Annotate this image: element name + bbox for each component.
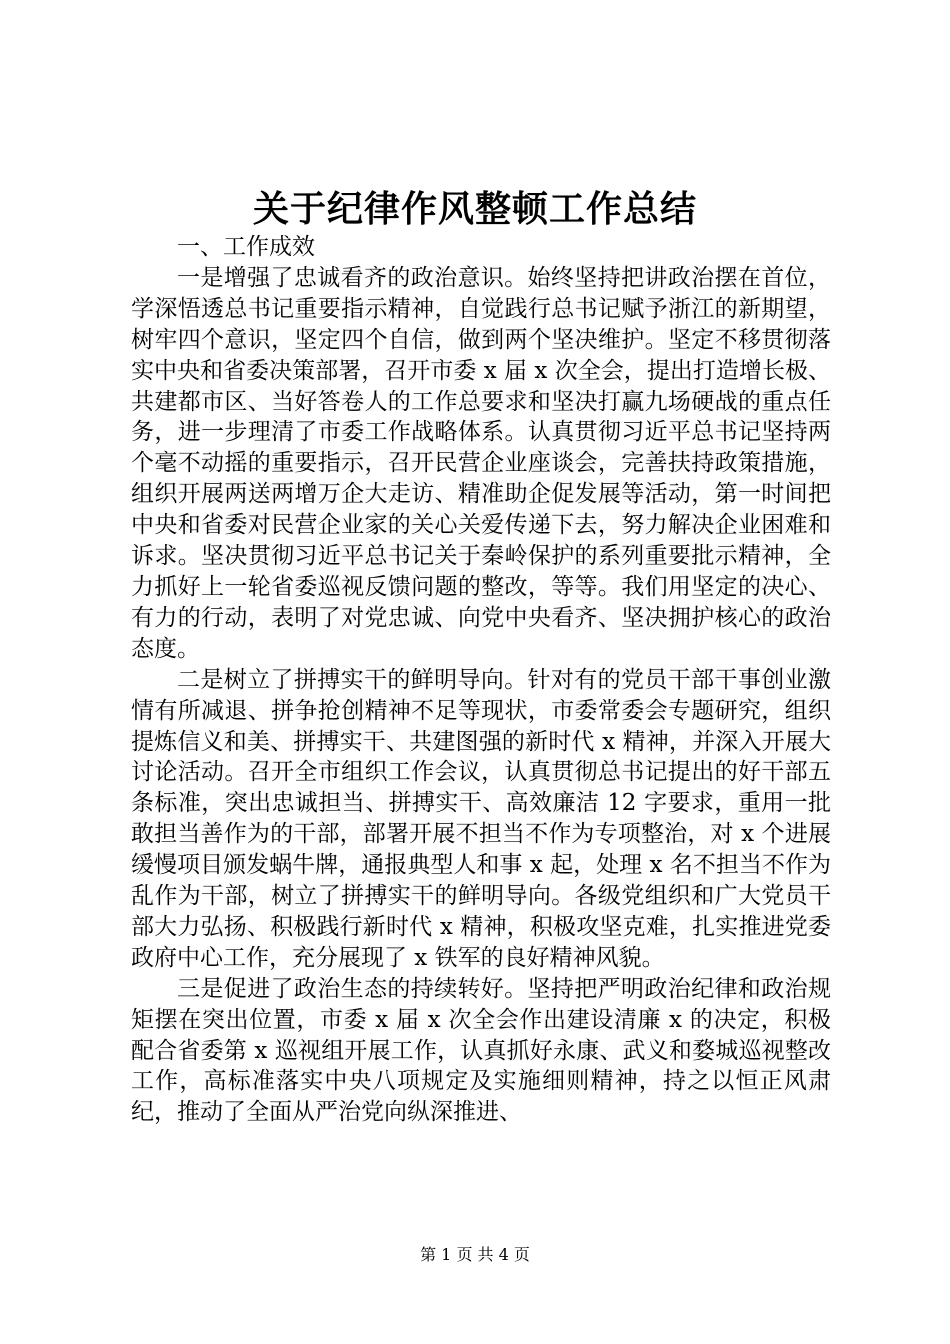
page-footer: 第 1 页 共 4 页 bbox=[420, 1245, 530, 1264]
paragraph-3: 三是促进了政治生态的持续转好。坚持把严明政治纪律和政治规矩摆在突出位置，市委 x 届 x 次全会作出建设清廉 x 的决定，积极配合省委第 x 巡视组开展工作，认真抓好永康、武义和婺城巡视整改工作，高标准落实中央八项规定及实施细则精神，持之以恒正风肃纪，推动了全面从严治党向纵深推进、 bbox=[131, 975, 831, 1126]
document-body bbox=[131, 232, 831, 1128]
paragraph-2: 二是树立了拼搏实干的鲜明导向。针对有的党员干部干事创业激情有所减退、拼争抢创精神不足等现状，市委常委会专题研究，组织提炼信义和美、拼搏实干、共建图强的新时代 x 精神，并深入开展大讨论活动。召开全市组织工作会议，认真贯彻总书记提出的好干部五条标准，突出忠诚担当、拼搏实干、高效廉洁 12 字要求，重用一批敢担当善作为的干部，部署开展不担当不作为专项整治，对 x 个进展缓慢项目颁发蜗牛牌，通报典型人和事 x 起，处理 x 名不担当不作为乱作为干部，树立了拼搏实干的鲜明导向。各级党组织和广大党员干部大力弘扬、积极践行新时代 x 精神，积极攻坚克难，扎实推进党委政府中心工作，充分展现了 x 铁军的良好精神风貌。 bbox=[131, 666, 831, 971]
section-heading: 一、工作成效 bbox=[177, 234, 315, 260]
document-title: 关于纪律作风整顿工作总结 bbox=[252, 188, 697, 230]
paragraph-1: 一是增强了忠诚看齐的政治意识。始终坚持把讲政治摆在首位，学深悟透总书记重要指示精神，自觉践行总书记赋予浙江的新期望，树牢四个意识，坚定四个自信，做到两个坚决维护。坚定不移贯彻落实中央和省委决策部署，召开市委 x 届 x 次全会，提出打造增长极、共建都市区、当好答卷人的工作总要求和坚决打赢九场硬战的重点任务，进一步理清了市委工作战略体系。认真贯彻习近平总书记坚持两个毫不动摇的重要指示，召开民营企业座谈会，完善扶持政策措施，组织开展两送两增万企大走访、精准助企促发展等活动，第一时间把中央和省委对民营企业家的关心关爱传递下去，努力解决企业困难和诉求。坚决贯彻习近平总书记关于秦岭保护的系列重要批示精神，全力抓好上一轮省委巡视反馈问题的整改，等等。我们用坚定的决心、有力的行动，表明了对党忠诚、向党中央看齐、坚决拥护核心的政治态度。 bbox=[131, 264, 831, 662]
